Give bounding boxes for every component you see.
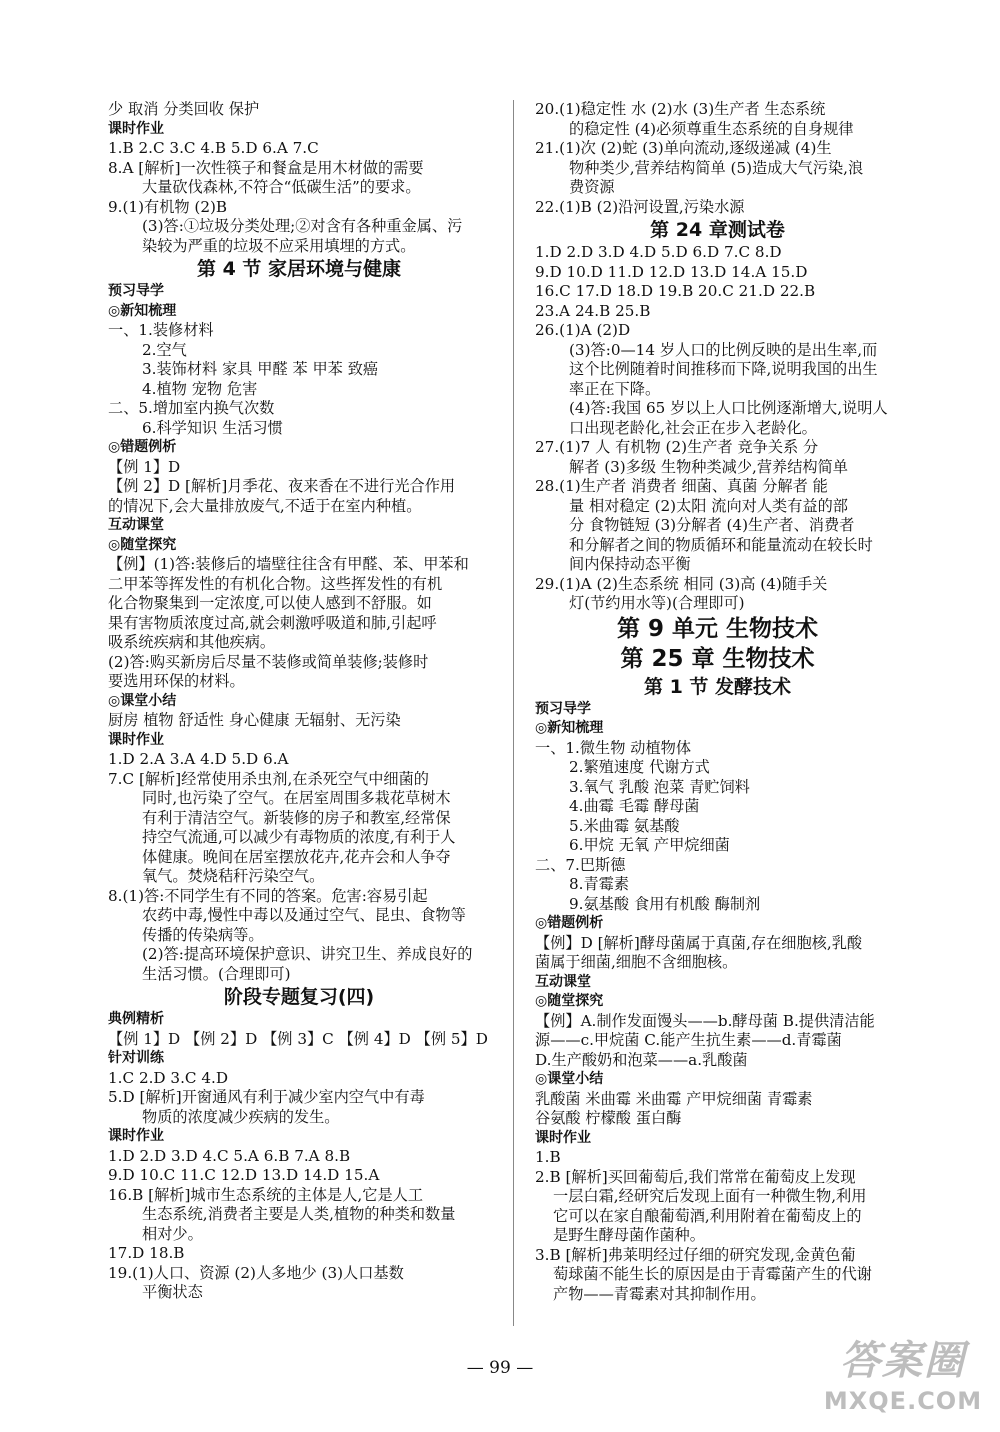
text-line: 6.科学知识 生活习惯	[142, 418, 283, 437]
text-line: 9.D 10.C 11.C 12.D 13.D 14.D 15.A	[108, 1166, 380, 1184]
text-line: 率正在下降。	[569, 379, 661, 398]
watermark-main: 答案圈	[840, 1338, 966, 1384]
text-line: 1.D 2.D 3.D 4.D 5.D 6.D 7.C 8.D	[535, 243, 782, 261]
text-line: 【例】D [解析]酵母菌属于真菌,存在细胞核,乳酸	[535, 933, 863, 952]
text-line: 的情况下,会大量排放废气,不适于在室内种植。	[108, 496, 422, 515]
text-line: 和分解者之间的物质循环和能量流动在较长时	[569, 535, 873, 554]
text-line: 乳酸菌 米曲霉 米曲霉 产甲烷细菌 青霉素	[535, 1089, 813, 1108]
text-line: 26.(1)A (2)D	[535, 321, 631, 339]
subsection-label: 课时作业	[108, 731, 164, 748]
subsection-label: ◎随堂探究	[535, 993, 604, 1009]
subsection-label: ◎课堂小结	[108, 692, 177, 709]
text-line: 物种类少,营养结构简单 (5)造成大气污染,浪	[569, 158, 864, 177]
text-line: 9.(1)有机物 (2)B	[108, 197, 228, 216]
text-line: 产物——青霉素对其抑制作用。	[553, 1284, 766, 1303]
subsection-label: 互动课堂	[108, 517, 164, 533]
text-line: 的稳定性 (4)必须尊重生态系统的自身规律	[569, 119, 854, 138]
text-line: 27.(1)7 人 有机物 (2)生产者 竞争关系 分	[535, 438, 819, 456]
section-heading: 第 25 章 生物技术	[620, 645, 815, 672]
text-line: 8.A [解析]一次性筷子和餐盒是用木材做的需要	[108, 158, 424, 177]
text-line: 1.B	[535, 1148, 561, 1166]
column-divider	[513, 100, 514, 1326]
subsection-label: 互动课堂	[535, 973, 591, 990]
text-line: 农药中毒,慢性中毒以及通过空气、昆虫、食物等	[142, 906, 466, 924]
text-line: 氧气。焚烧秸秆污染空气。	[142, 867, 325, 885]
text-line: 3.氧气 乳酸 泡菜 青贮饲料	[569, 777, 750, 796]
text-line: 传播的传染病等。	[142, 925, 264, 944]
text-line: 二、7.巴斯德	[535, 855, 626, 874]
section-heading: 第 24 章测试卷	[650, 219, 785, 241]
text-line: 要选用环保的材料。	[108, 672, 245, 690]
right-column	[535, 100, 900, 1304]
text-line: 19.(1)人口、资源 (2)人多地少 (3)人口基数	[108, 1263, 404, 1282]
text-line: 持空气流通,可以减少有毒物质的浓度,有利于人	[142, 828, 456, 846]
text-line: 费资源	[569, 178, 615, 196]
text-line: (3)答:①垃圾分类处理;②对含有各种重金属、污	[142, 217, 463, 235]
text-line: 菌属于细菌,细胞不含细胞核。	[535, 953, 738, 971]
text-line: 21.(1)次 (2)蛇 (3)单向流动,逐级递减 (4)生	[535, 139, 832, 157]
text-line: 这个比例随着时间推移而下降,说明我国的出生	[569, 360, 878, 378]
text-line: 28.(1)生产者 消费者 细菌、真菌 分解者 能	[535, 477, 828, 495]
text-line: 22.(1)B (2)沿河设置,污染水源	[535, 197, 745, 216]
text-line: 一、1.装修材料	[108, 321, 214, 339]
text-line: 5.D [解析]开窗通风有利于减少室内空气中有毒	[108, 1088, 425, 1106]
section-heading: 第 4 节 家居环境与健康	[196, 258, 402, 280]
text-line: (2)答:提高环境保护意识、讲究卫生、养成良好的	[142, 945, 473, 963]
text-line: 物质的浓度减少疾病的发生。	[142, 1107, 340, 1126]
subsection-label: ◎课堂小结	[535, 1071, 604, 1087]
text-line: 1.C 2.D 3.C 4.D	[108, 1068, 229, 1087]
text-line: 生态系统,消费者主要是人类,植物的种类和数量	[142, 1205, 456, 1223]
text-line: 29.(1)A (2)生态系统 相同 (3)高 (4)随手关	[535, 574, 828, 593]
text-line: 9.D 10.D 11.D 12.D 13.D 14.A 15.D	[535, 262, 808, 281]
text-line: 8.(1)答:不同学生有不同的答案。危害:容易引起	[108, 886, 428, 905]
text-line: 6.甲烷 无氧 产甲烷细菌	[569, 836, 730, 854]
text-line: 生活习惯。(合理即可)	[142, 964, 291, 983]
text-line: 一、1.微生物 动植物体	[535, 738, 692, 757]
text-line: 化合物聚集到一定浓度,可以使人感到不舒服。如	[108, 594, 432, 612]
text-line: 解者 (3)多级 生物种类减少,营养结构简单	[569, 457, 848, 476]
text-line: 间内保持动态平衡	[569, 555, 691, 573]
text-line: 1.B 2.C 3.C 4.B 5.D 6.A 7.C	[108, 139, 319, 157]
text-line: 少 取消 分类回收 保护	[108, 100, 260, 118]
text-line: 3.装饰材料 家具 甲醛 苯 甲苯 致癌	[142, 360, 379, 378]
subsection-label: 典例精析	[108, 1011, 164, 1027]
text-line: 厨房 植物 舒适性 身心健康 无辐射、无污染	[108, 711, 401, 729]
page-number: — 99 —	[466, 1358, 534, 1378]
text-line: 是野生酵母菌作菌种。	[553, 1226, 705, 1244]
text-line: 【例】A.制作发面馒头——b.酵母菌 B.提供清洁能	[535, 1011, 875, 1030]
text-line: 同时,也污染了空气。在居室周围多栽花草树木	[142, 789, 451, 807]
subsection-label: ◎错题例析	[535, 915, 604, 931]
text-line: 有利于清洁空气。新装修的房子和教室,经常保	[142, 808, 451, 827]
text-line: 二甲苯等挥发性的有机化合物。这些挥发性的有机	[108, 574, 443, 593]
text-line: 16.B [解析]城市生态系统的主体是人,它是人工	[108, 1185, 424, 1204]
text-line: 【例 1】D 【例 2】D 【例 3】C 【例 4】D 【例 5】D	[108, 1029, 488, 1048]
text-line: 灯(节约用水等)(合理即可)	[569, 594, 745, 612]
text-line: 4.植物 宠物 危害	[142, 379, 258, 398]
text-line: 4.曲霉 毛霉 酵母菌	[569, 797, 700, 815]
text-line: 平衡状态	[142, 1283, 203, 1301]
text-line: 7.C [解析]经常使用杀虫剂,在杀死空气中细菌的	[108, 769, 429, 788]
text-line: 1.D 2.A 3.A 4.D 5.D 6.A	[108, 750, 289, 768]
text-line: 分 食物链短 (3)分解者 (4)生产者、消费者	[569, 516, 855, 534]
text-line: 大量砍伐森林,不符合“低碳生活”的要求。	[142, 178, 421, 196]
text-line: 17.D 18.B	[108, 1244, 185, 1262]
subsection-label: 预习导学	[535, 700, 591, 717]
text-line: 2.空气	[142, 340, 187, 359]
subsection-label: ◎新知梳理	[535, 720, 604, 736]
text-line: 16.C 17.D 18.D 19.B 20.C 21.D 22.B	[535, 282, 816, 300]
text-line: 2.B [解析]买回葡萄后,我们常常在葡萄皮上发现	[535, 1167, 856, 1186]
text-line: 它可以在家自酿葡萄酒,利用附着在葡萄皮上的	[553, 1206, 862, 1225]
subsection-label: ◎随堂探究	[108, 536, 177, 553]
text-line: 【例】(1)答:装修后的墙壁往往含有甲醛、苯、甲苯和	[108, 555, 469, 573]
text-line: 【例 2】D [解析]月季花、夜来香在不进行光合作用	[108, 477, 456, 495]
text-line: 5.米曲霉 氨基酸	[569, 816, 680, 835]
text-line: 萄球菌不能生长的原因是由于青霉菌产生的代谢	[553, 1265, 872, 1283]
text-line: 口出现老龄化,社会正在步入老龄化。	[569, 418, 817, 437]
text-line: 相对少。	[142, 1224, 203, 1243]
text-line: 【例 1】D	[108, 457, 181, 476]
text-line: 3.B [解析]弗莱明经过仔细的研究发现,金黄色葡	[535, 1245, 856, 1264]
text-line: 23.A 24.B 25.B	[535, 301, 651, 320]
text-line: 2.繁殖速度 代谢方式	[569, 758, 710, 776]
text-line: 谷氨酸 柠檬酸 蛋白酶	[535, 1109, 682, 1127]
text-line: 体健康。晚间在居室摆放花卉,花卉会和人争夺	[142, 847, 451, 866]
text-line: 1.D 2.D 3.D 4.C 5.A 6.B 7.A 8.B	[108, 1146, 351, 1165]
text-line: 果有害物质浓度过高,就会刺激呼吸道和肺,引起呼	[108, 613, 437, 632]
subsection-label: 课时作业	[108, 120, 164, 137]
text-line: 20.(1)稳定性 水 (2)水 (3)生产者 生态系统	[535, 100, 826, 118]
text-line: 一层白霜,经研究后发现上面有一种微生物,利用	[553, 1187, 867, 1205]
subsection-label: ◎错题例析	[108, 439, 177, 455]
text-line: (4)答:我国 65 岁以上人口比例逐渐增大,说明人	[569, 399, 888, 417]
subsection-label: 课时作业	[108, 1128, 164, 1144]
subsection-label: 课时作业	[535, 1129, 591, 1146]
text-line: 源——c.甲烷菌 C.能产生抗生素——d.青霉菌	[535, 1031, 842, 1049]
text-line: 8.青霉素	[569, 875, 630, 893]
left-column	[108, 100, 490, 1303]
text-line: (3)答:0—14 岁人口的比例反映的是出生率,而	[569, 340, 878, 359]
text-line: 9.氨基酸 食用有机酸 酶制剂	[569, 894, 761, 913]
text-line: 染较为严重的垃圾不应采用填埋的方式。	[142, 236, 416, 255]
text-line: 吸系统疾病和其他疾病。	[108, 633, 276, 651]
subsection-label: 预习导学	[108, 283, 164, 299]
text-line: 量 相对稳定 (2)太阳 流向对人类有益的部	[569, 496, 848, 515]
watermark-logo	[812, 1336, 994, 1428]
subsection-label: ◎新知梳理	[108, 302, 177, 319]
text-line: (2)答:购买新房后尽量不装修或简单装修;装修时	[108, 652, 429, 671]
watermark-url: MXQE.COM	[823, 1387, 983, 1415]
section-heading: 第 9 单元 生物技术	[616, 615, 819, 642]
text-line: 二、5.增加室内换气次数	[108, 399, 275, 417]
text-line: D.生产酸奶和泡菜——a.乳酸菌	[535, 1050, 748, 1069]
section-heading: 第 1 节 发酵技术	[643, 675, 792, 698]
section-heading: 阶段专题复习(四)	[223, 986, 375, 1008]
subsection-label: 针对训练	[108, 1050, 164, 1066]
